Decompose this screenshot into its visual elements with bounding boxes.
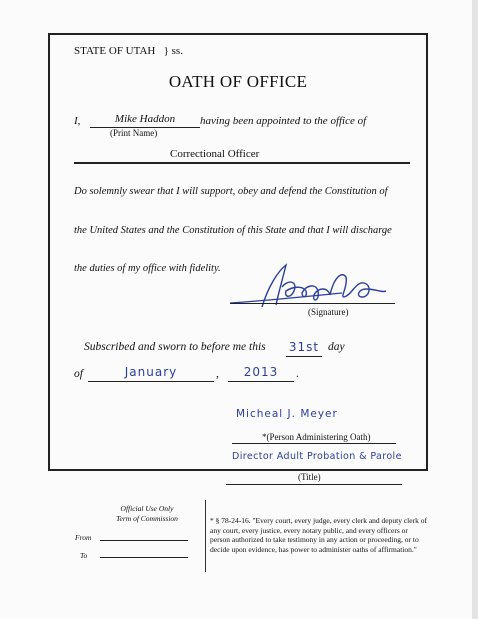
to-label: To <box>80 551 88 560</box>
statute-note: * § 78-24-16. "Every court, every judge, every clerk and deputy clerk of any court, every justice, every notary public, and every officers or person authorized to take testimony in any action or proceeding, or to decide upon evidence, has power to administer oaths of affirmation." <box>210 516 427 554</box>
sworn-text: Subscribed and sworn to before me this <box>84 341 266 353</box>
date-period: . <box>296 368 299 380</box>
signature-line <box>230 303 395 304</box>
scan-edge <box>472 0 478 619</box>
term-of-commission-label: Term of Commission <box>116 514 178 523</box>
administrator-signature: Micheal J. Meyer <box>236 408 338 420</box>
day-field: 31st <box>286 340 322 357</box>
administrator-caption: *(Person Administering Oath) <box>262 432 371 442</box>
state-heading <box>74 45 183 57</box>
date-comma: , <box>216 368 219 380</box>
appointee-name-field: Mike Haddon <box>90 113 200 128</box>
handwritten-signature <box>222 257 392 317</box>
year-field: 2013 <box>228 365 294 382</box>
appointed-text: having been appointed to the office of <box>200 115 367 127</box>
oath-line-3: the duties of my office with fidelity. <box>74 263 221 274</box>
of-word: of <box>74 368 83 380</box>
to-field-line <box>100 557 188 558</box>
ss-mark: } ss. <box>163 45 183 57</box>
footer-divider <box>205 500 206 572</box>
month-field: January <box>88 365 214 382</box>
state-name: STATE OF UTAH <box>74 45 156 57</box>
i-label: I, <box>74 115 81 127</box>
from-label: From <box>75 533 92 542</box>
signature-caption: (Signature) <box>308 307 349 317</box>
oath-document-frame <box>48 33 428 482</box>
print-name-caption: (Print Name) <box>110 128 158 138</box>
day-word: day <box>328 341 345 353</box>
oath-line-2: the United States and the Constitution of this State and that I will discharge <box>74 225 392 236</box>
official-use-label: Official Use Only <box>120 504 174 513</box>
from-field-line <box>100 540 188 541</box>
official-use-block <box>92 504 202 524</box>
administrator-title: Director Adult Probation & Parole <box>232 451 402 462</box>
office-value: Correctional Officer <box>170 148 260 160</box>
title-caption: (Title) <box>298 472 321 482</box>
page-title: OATH OF OFFICE <box>168 72 308 91</box>
oath-line-1: Do solemnly swear that I will support, obey and defend the Constitution of <box>74 186 388 197</box>
